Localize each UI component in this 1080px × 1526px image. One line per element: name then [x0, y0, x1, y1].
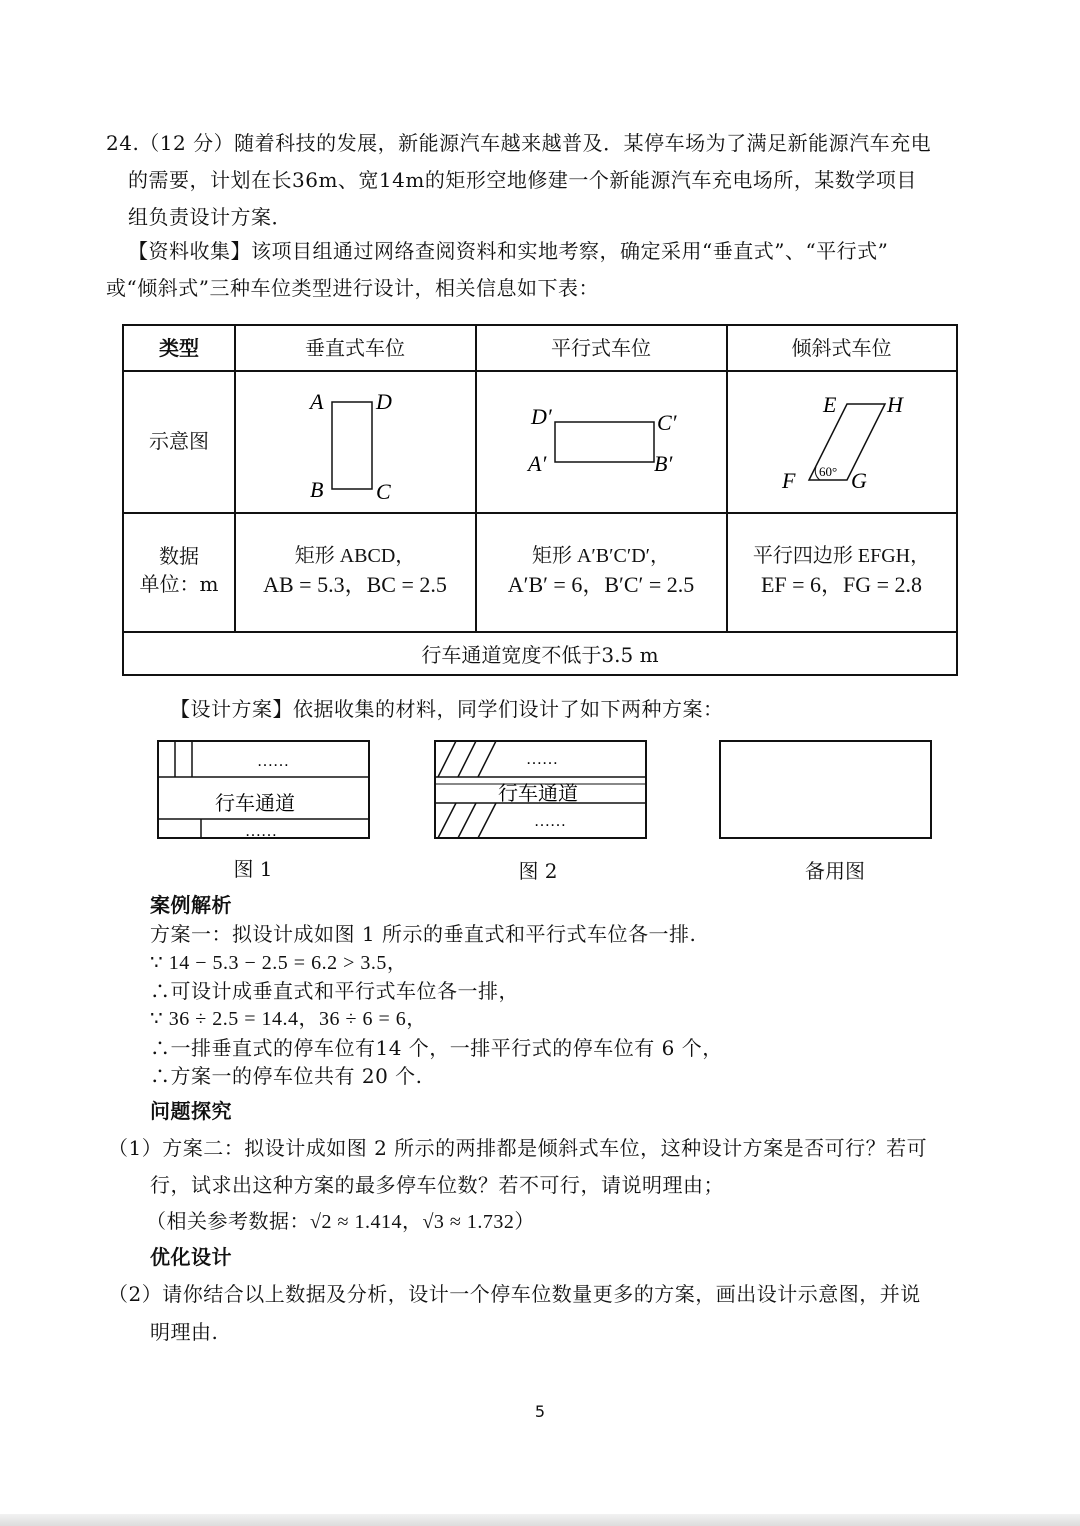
question-1-reference: （相关参考数据：√2 ≈ 1.414，√3 ≈ 1.732）	[146, 1211, 535, 1233]
row-label-data: 数据	[159, 544, 199, 568]
header-parallel: 平行式车位	[551, 336, 651, 360]
header-slanted: 倾斜式车位	[791, 336, 892, 360]
case-line-4: ∵ 36 ÷ 2.5 = 14.4，36 ÷ 6 = 6，	[150, 1008, 427, 1030]
question-1-line-1: （1）方案二：拟设计成如图 2 所示的两排都是倾斜式车位，这种设计方案是否可行？若可	[108, 1136, 928, 1160]
label-a-prime: A′	[528, 451, 547, 476]
fig2-caption: 图 2	[518, 859, 558, 883]
label-h: H	[887, 392, 903, 417]
parallel-spot-diagram	[476, 372, 726, 512]
fig2-dots-bottom: ……	[534, 813, 566, 830]
explore-title: 问题探究	[150, 1099, 232, 1123]
question-2-line-2: 明理由.	[150, 1320, 219, 1344]
problem-line-3: 组负责设计方案．	[128, 205, 292, 229]
row-label-diagram: 示意图	[149, 429, 209, 453]
collect-line-2: 或“倾斜式”三种车位类型进行设计，相关信息如下表：	[106, 276, 599, 300]
label-c: C	[376, 479, 391, 504]
optimize-title: 优化设计	[150, 1245, 232, 1269]
header-vertical: 垂直式车位	[305, 336, 405, 360]
label-b-prime: B′	[654, 451, 673, 476]
case-line-3: ∴可设计成垂直式和平行式车位各一排，	[150, 979, 519, 1003]
fig1-lane-label: 行车通道	[215, 793, 295, 815]
vertical-data-2: AB = 5.3，BC = 2.5	[263, 572, 447, 597]
vertical-spot-diagram	[235, 372, 475, 512]
lane-width-note: 行车通道宽度不低于3.5 m	[421, 643, 659, 667]
fig1-dots-bottom: ……	[245, 823, 277, 840]
case-line-2: ∵ 14 − 5.3 − 2.5 = 6.2 > 3.5，	[150, 952, 408, 974]
problem-line-1: 24.（12 分）随着科技的发展，新能源汽车越来越普及．某停车场为了满足新能源汽车充电	[106, 131, 932, 155]
figure-2	[434, 740, 648, 840]
case-title: 案例解析	[150, 893, 232, 917]
label-c-prime: C′	[657, 410, 677, 435]
figure-1	[157, 740, 371, 840]
question-1-line-2: 行，试求出这种方案的最多停车位数？若不可行，请说明理由；	[150, 1173, 724, 1197]
spare-figure-caption: 备用图	[805, 859, 865, 883]
case-line-5: ∴一排垂直式的停车位有14 个，一排平行式的停车位有 6 个，	[150, 1036, 723, 1060]
label-g: G	[851, 468, 867, 493]
label-b: B	[310, 477, 324, 502]
question-2-line-1: （2）请你结合以上数据及分析，设计一个停车位数量更多的方案，画出设计示意图，并说	[108, 1282, 921, 1306]
problem-line-2: 的需要，计划在长36m、宽14m的矩形空地修建一个新能源汽车充电场所，某数学项目	[128, 168, 917, 192]
case-line-6: ∴方案一的停车位共有 20 个.	[150, 1064, 423, 1088]
vertical-data-1: 矩形 ABCD，	[294, 545, 416, 567]
label-a: A	[310, 389, 324, 414]
fig1-dots-top: ……	[257, 753, 289, 770]
angle-label: 60°	[819, 464, 838, 479]
header-type: 类型	[159, 336, 199, 360]
page-number: 5	[534, 1402, 546, 1421]
label-f: F	[782, 468, 796, 493]
parallel-data-1: 矩形 A′B′C′D′，	[531, 545, 671, 567]
label-e: E	[823, 392, 837, 417]
slanted-data-1: 平行四边形 EFGH，	[752, 545, 931, 567]
parallel-data-2: A′B′ = 6，B′C′ = 2.5	[507, 572, 695, 597]
design-intro: 【设计方案】依据收集的材料，同学们设计了如下两种方案：	[170, 697, 724, 721]
case-line-1: 方案一：拟设计成如图 1 所示的垂直式和平行式车位各一排.	[150, 922, 697, 946]
parking-types-table	[122, 324, 958, 676]
slanted-spot-diagram	[727, 372, 956, 512]
collect-line-1: 【资料收集】该项目组通过网络查阅资料和实地考察，确定采用“垂直式”、“平行式”	[128, 239, 889, 263]
fig2-dots-top: ……	[526, 751, 558, 768]
slanted-data-2: EF = 6，FG = 2.8	[760, 572, 923, 597]
fig1-caption: 图 1	[233, 857, 273, 881]
spare-figure	[719, 740, 933, 840]
page-edge-shadow	[0, 1514, 1080, 1526]
label-d: D	[376, 389, 392, 414]
row-label-unit: 单位：m	[139, 572, 219, 596]
fig2-lane-label: 行车通道	[498, 783, 578, 805]
label-d-prime: D′	[531, 404, 552, 429]
